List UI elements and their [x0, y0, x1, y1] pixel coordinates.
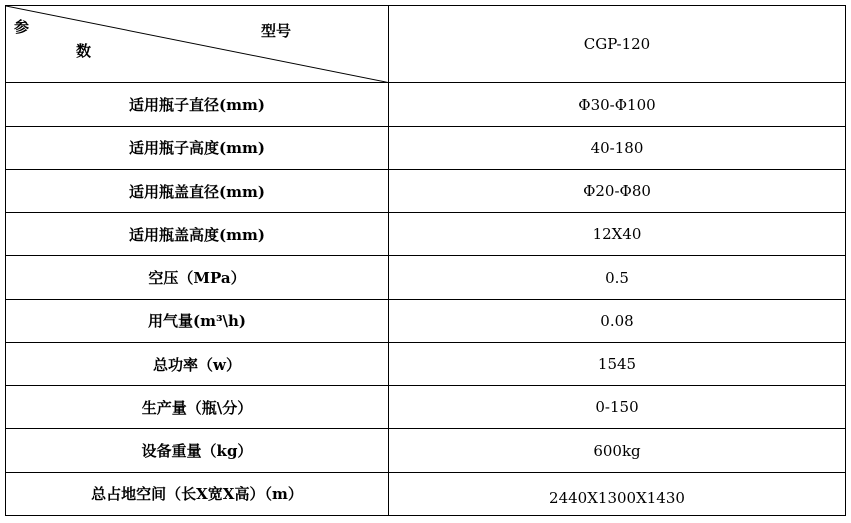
param-value: 2440X1300X1430: [389, 472, 846, 515]
table-row: [6, 342, 846, 385]
param-header-char-2: 数: [76, 42, 92, 60]
table-row: [6, 386, 846, 429]
param-value: Φ20-Φ80: [389, 169, 846, 212]
param-value: 600kg: [389, 429, 846, 472]
table-row: [6, 83, 846, 126]
table-header-row: [6, 6, 846, 83]
param-value: Φ30-Φ100: [389, 83, 846, 126]
param-label: 总功率（w）: [6, 342, 389, 385]
param-label: 适用瓶子直径(mm): [6, 83, 389, 126]
param-header-char-1: 参: [14, 18, 30, 36]
param-label: 总占地空间（长X宽X高）（m）: [6, 472, 389, 515]
param-value: 0-150: [389, 386, 846, 429]
param-value: 1545: [389, 342, 846, 385]
param-value: 0.5: [389, 256, 846, 299]
spec-table: [5, 5, 846, 516]
table-row: [6, 256, 846, 299]
param-label: 用气量(m³\h): [6, 299, 389, 342]
param-label: 适用瓶盖高度(mm): [6, 213, 389, 256]
table-row: [6, 429, 846, 472]
param-value: 0.08: [389, 299, 846, 342]
diagonal-header-cell: [6, 6, 389, 83]
model-value: CGP-120: [389, 6, 846, 83]
table-row: [6, 126, 846, 169]
table-row: [6, 213, 846, 256]
table-row: [6, 169, 846, 212]
param-label: 适用瓶子高度(mm): [6, 126, 389, 169]
param-value: 40-180: [389, 126, 846, 169]
param-label: 设备重量（kg）: [6, 429, 389, 472]
table-row: [6, 299, 846, 342]
model-header-label: 型号: [261, 22, 292, 40]
param-label: 适用瓶盖直径(mm): [6, 169, 389, 212]
param-label: 空压（MPa）: [6, 256, 389, 299]
param-label: 生产量（瓶\分）: [6, 386, 389, 429]
param-value: 12X40: [389, 213, 846, 256]
table-row: [6, 472, 846, 515]
diagonal-divider: [6, 6, 388, 82]
